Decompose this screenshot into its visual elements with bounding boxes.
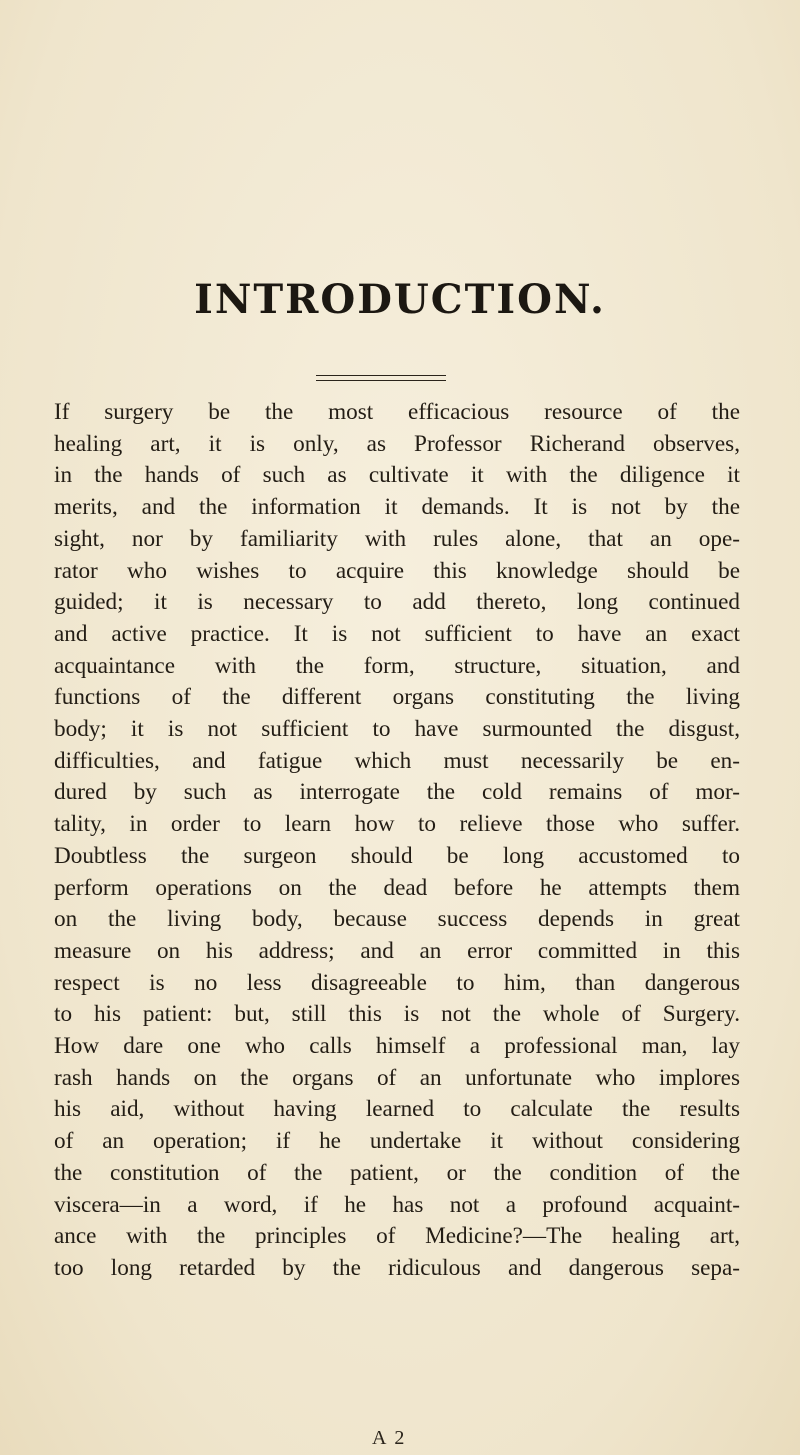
text-line: merits, and the information it demands. It is not by the (54, 494, 740, 521)
heading-rule-bottom (316, 380, 446, 381)
text-line: the constitution of the patient, or the condition of the (54, 1159, 740, 1186)
text-line: viscera—in a word, if he has not a profound acquaint- (54, 1191, 740, 1218)
text-line: rator who wishes to acquire this knowledge should be (54, 557, 740, 584)
text-line: difficulties, and fatigue which must necessarily be en- (54, 747, 740, 774)
body-text (54, 397, 740, 1285)
text-line: perform operations on the dead before he attempts them (54, 874, 740, 901)
text-line: guided; it is necessary to add thereto, long continued (54, 589, 740, 616)
text-line: and active practice. It is not sufficient to have an exact (54, 620, 740, 647)
text-line: healing art, it is only, as Professor Richerand observes, (54, 430, 740, 457)
text-line: ance with the principles of Medicine?—The healing art, (54, 1223, 740, 1250)
text-line: respect is no less disagreeable to him, than dangerous (54, 969, 740, 996)
text-line: in the hands of such as cultivate it with the diligence it (54, 462, 740, 489)
chapter-heading: INTRODUCTION. (194, 276, 606, 323)
text-line: acquaintance with the form, structure, situation, and (54, 652, 740, 679)
text-line: dured by such as interrogate the cold remains of mor- (54, 779, 740, 806)
text-line: tality, in order to learn how to relieve those who suffer. (54, 811, 740, 838)
text-line: rash hands on the organs of an unfortunate who implores (54, 1064, 740, 1091)
text-line: his aid, without having learned to calculate the results (54, 1096, 740, 1123)
text-line: How dare one who calls himself a professional man, lay (54, 1033, 740, 1060)
text-line: Doubtless the surgeon should be long accustomed to (54, 842, 740, 869)
text-line: sight, nor by familiarity with rules alone, that an ope- (54, 525, 740, 552)
text-line: measure on his address; and an error committed in this (54, 937, 740, 964)
text-line: to his patient: but, still this is not the whole of Surgery. (54, 1001, 740, 1028)
text-line: on the living body, because success depends in great (54, 906, 740, 933)
text-line: body; it is not sufficient to have surmounted the disgust, (54, 716, 740, 743)
signature-mark: A 2 (372, 1427, 407, 1449)
text-line: functions of the different organs constituting the living (54, 684, 740, 711)
text-line: of an operation; if he undertake it without considering (54, 1128, 740, 1155)
heading-rule-top (316, 375, 446, 376)
text-line: too long retarded by the ridiculous and dangerous sepa- (54, 1254, 740, 1281)
text-line: If surgery be the most efficacious resource of the (54, 399, 740, 425)
